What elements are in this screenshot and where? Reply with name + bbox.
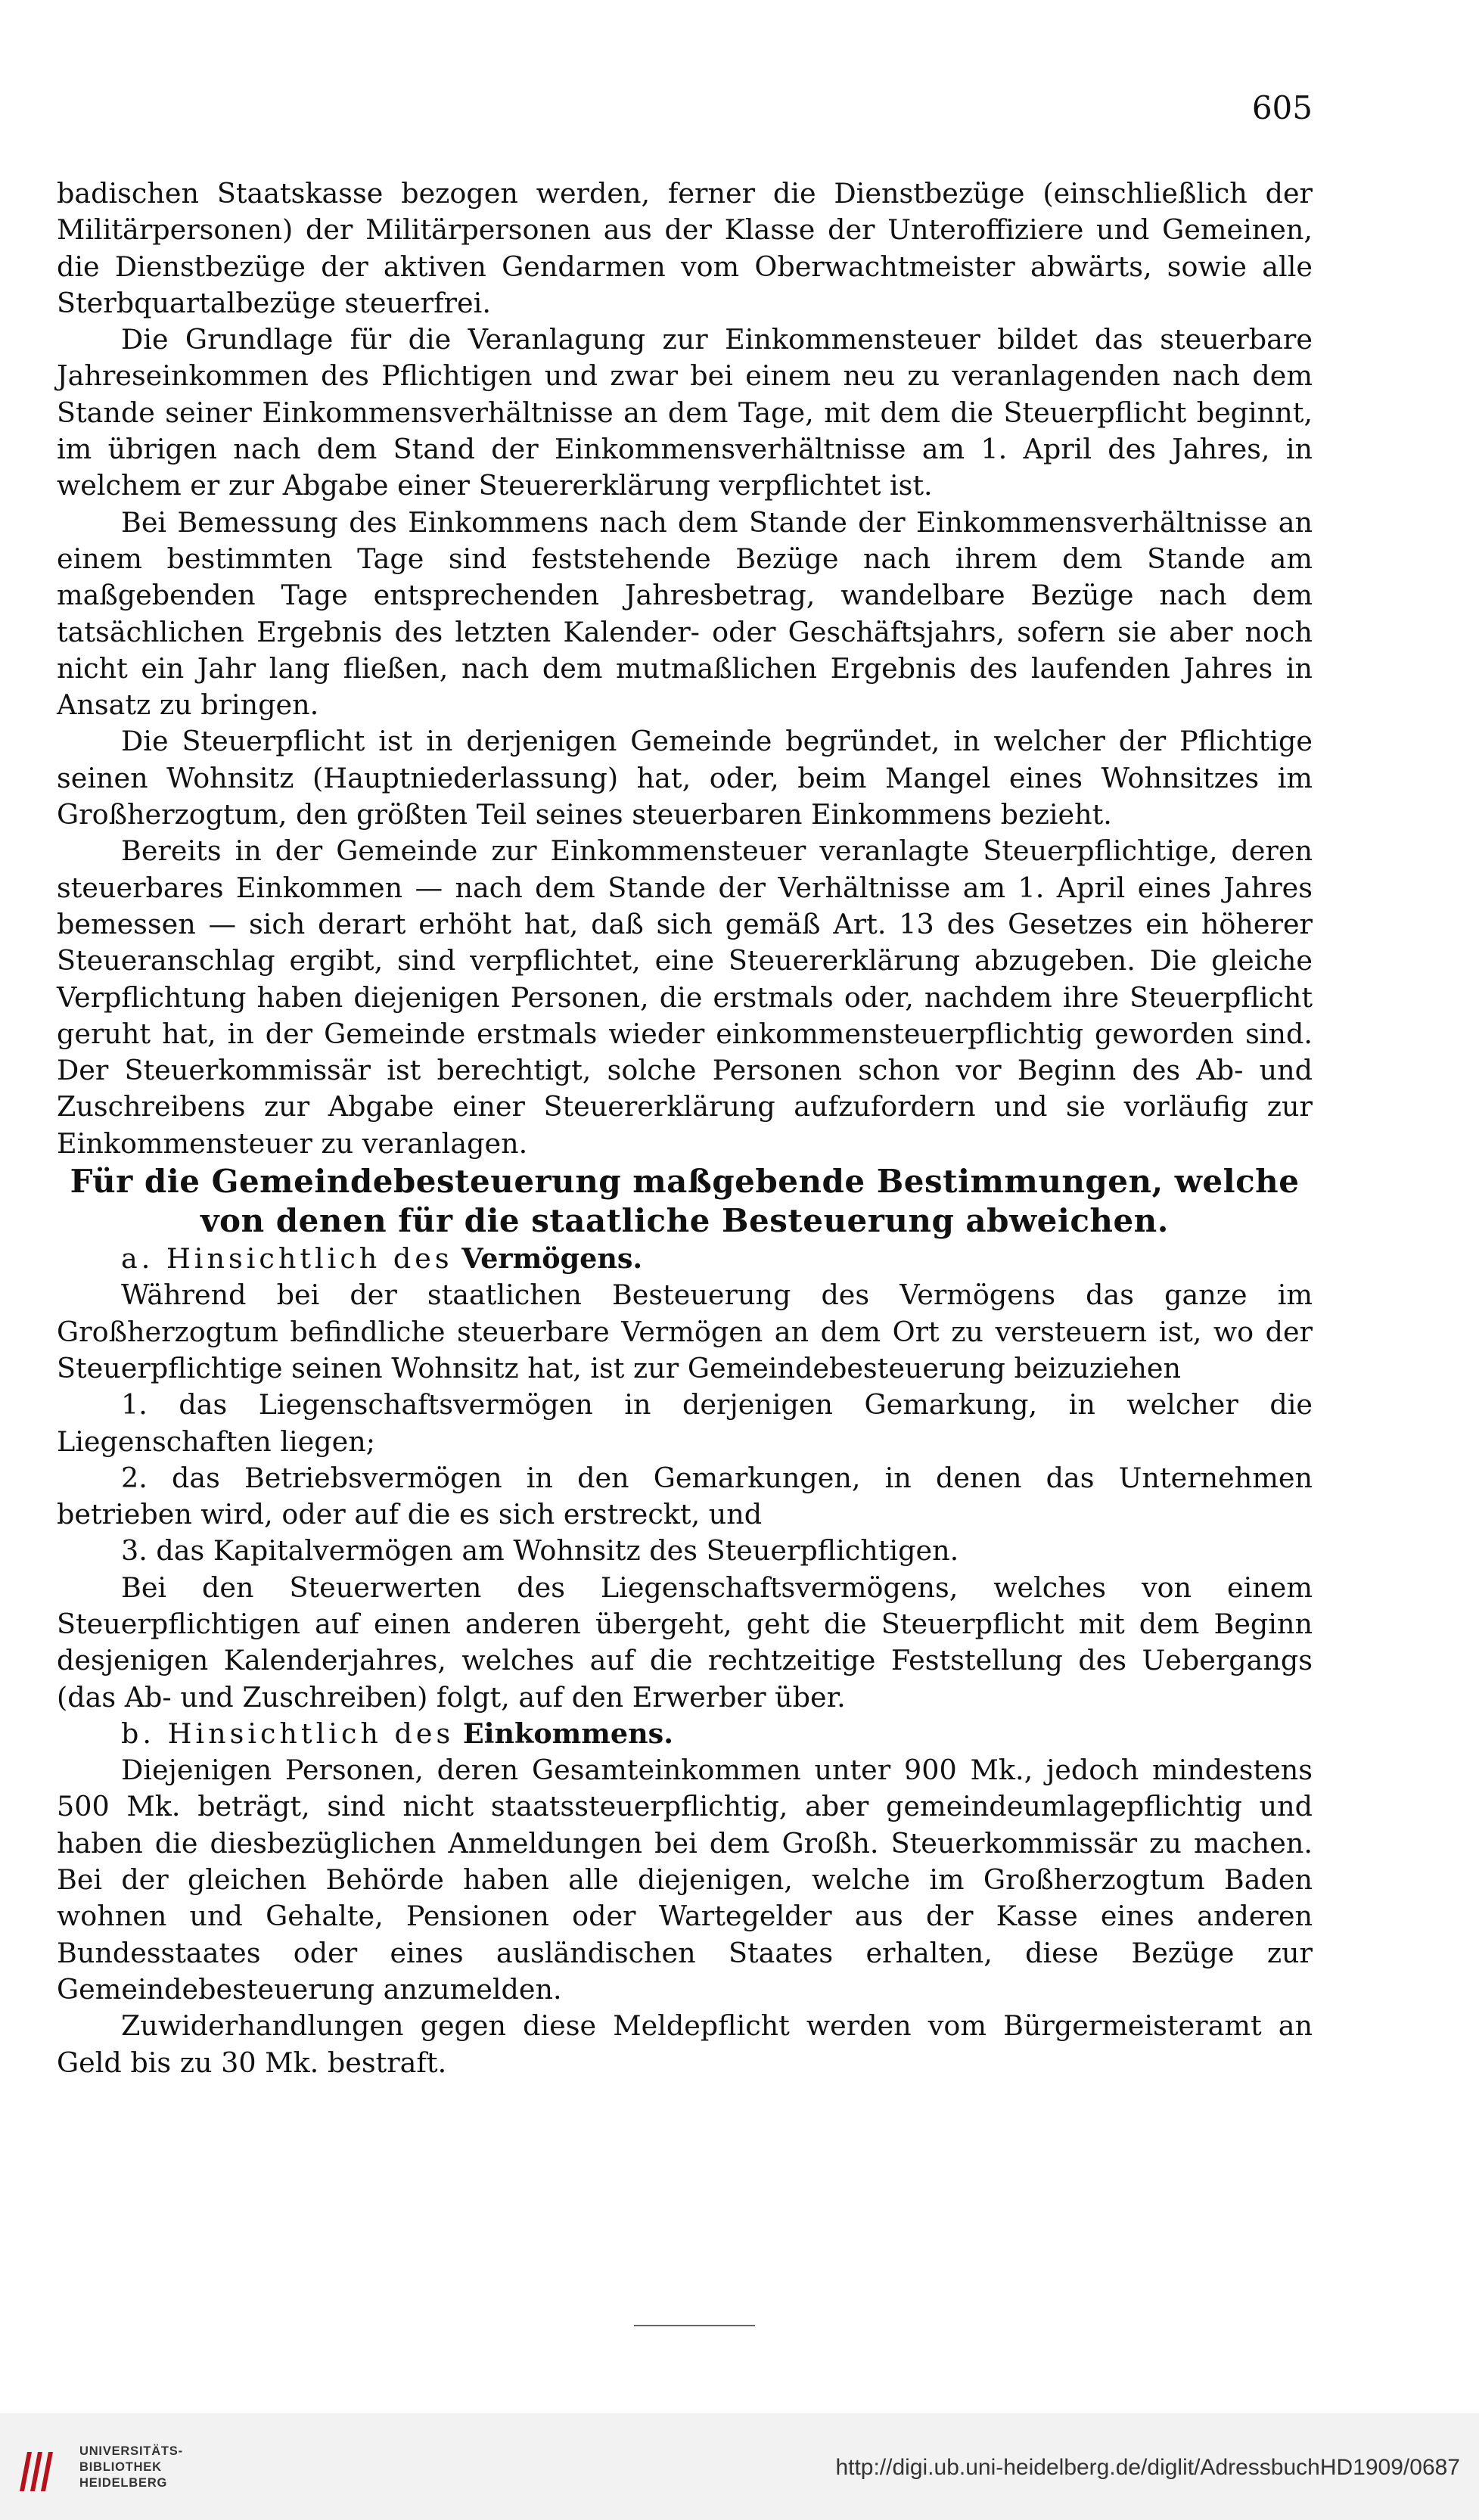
list-item: 2. das Betriebsvermögen in den Gemarkungen, in denen das Unternehmen betrieben wird, oder auf die es sich erstreckt, und	[57, 1461, 1313, 1531]
list-item: 1. das Liegenschaftsvermögen in derjenigen Gemarkung, in welcher die Liegenschaften liegen;	[57, 1388, 1313, 1458]
paragraph-einkommen: Diejenigen Personen, deren Gesamteinkommen unter 900 Mk., jedoch mindestens 500 Mk. beträgt, sind nicht staatssteuerpflichtig, aber gemeindeumlagepflichtig und haben die diesbezüglichen Anmeldungen bei dem Großh. Steuerkommissär zu machen. Bei der gleichen Behörde haben alle diejenigen, welche im Großherzogtum Baden wohnen und Gehalte, Pensionen oder Wartegelder aus der Kasse eines anderen Bundesstaates oder eines ausländischen Staates erhalten, diese Bezüge zur Gemeindebesteuerung anzumelden.	[57, 1754, 1313, 2006]
page-number: 605	[1251, 89, 1313, 126]
paragraph-steuerpflicht: Die Steuerpflicht ist in derjenigen Gemeinde begründet, in welcher der Pflichtige seinen Wohnsitz (Hauptniederlassung) hat, oder, beim Mangel eines Wohnsitzes im Großherzogtum, den größten Teil seines steuerbaren Einkommens bezieht.	[57, 725, 1313, 831]
paragraph-vermoegen-intro: Während bei der staatlichen Besteuerung des Vermögens das ganze im Großherzogtum befindliche steuerbare Vermögen an dem Ort zu versteuern ist, wo der Steuerpflichtige seinen Wohnsitz hat, ist zur Gemeindebesteuerung beizuziehen	[57, 1279, 1313, 1384]
list-item: 3. das Kapitalvermögen am Wohnsitz des Steuerpflichtigen.	[121, 1534, 959, 1568]
end-divider	[634, 2325, 755, 2326]
subheading-b-title: Einkommens.	[462, 1717, 673, 1750]
logo-line: BIBLIOTHEK	[79, 2460, 162, 2474]
source-url-link[interactable]: http://digi.ub.uni-heidelberg.de/diglit/AdressbuchHD1909/0687	[835, 2455, 1460, 2480]
paragraph-continuation: badischen Staatskasse bezogen werden, ferner die Dienstbezüge (einschließlich der Militärpersonen) der Militärpersonen aus der Klasse der Unteroffiziere und Gemeinen, die Dienstbezüge der aktiven Gendarmen vom Oberwachtmeister abwärts, sowie alle Sterbquartalbezüge steuerfrei.	[57, 177, 1313, 319]
library-logo-text	[79, 2444, 183, 2491]
section-heading: Für die Gemeindebesteuerung maßgebende Bestimmungen, welche von denen für die staatliche Besteuerung abweichen.	[70, 1163, 1300, 1240]
paragraph-liegenschaft: Bei den Steuerwerten des Liegenschaftsvermögens, welches von einem Steuerpflichtigen auf einen anderen übergeht, geht die Steuerpflicht mit dem Beginn desjenigen Kalenderjahres, welches auf die rechtzeitige Feststellung des Uebergangs (das Ab- und Zuschreiben) folgt, auf den Erwerber über.	[57, 1571, 1313, 1714]
subheading-b	[57, 1716, 1313, 1752]
logo-line: UNIVERSITÄTS-	[79, 2444, 183, 2458]
paragraph-zuwiderhandlungen: Zuwiderhandlungen gegen diese Meldepflicht werden vom Bürgermeisteramt an Geld bis zu 30 Mk. bestraft.	[57, 2009, 1313, 2079]
footer-bar	[0, 2413, 1479, 2520]
library-logo-icon	[15, 2447, 59, 2494]
logo-line: HEIDELBERG	[79, 2476, 168, 2490]
paragraph-grundlage: Die Grundlage für die Veranlagung zur Einkommensteuer bildet das steuerbare Jahreseinkommen des Pflichtigen und zwar bei einem neu zu veranlagenden nach dem Stande seiner Einkommensverhältnisse an dem Tage, mit dem die Steuerpflicht beginnt, im übrigen nach dem Stand der Einkommensverhältnisse am 1. April des Jahres, in welchem er zur Abgabe einer Steuererklärung verpflichtet ist.	[57, 323, 1313, 502]
paragraph-bemessung: Bei Bemessung des Einkommens nach dem Stande der Einkommensverhältnisse an einem bestimmten Tage sind feststehende Bezüge nach ihrem dem Stande am maßgebenden Tage entsprechenden Jahresbetrag, wandelbare Bezüge nach dem tatsächlichen Ergebnis des letzten Kalender- oder Geschäftsjahrs, sofern sie aber noch nicht ein Jahr lang fließen, nach dem mutmaßlichen Ergebnis des laufenden Jahres in Ansatz zu bringen.	[57, 505, 1313, 722]
subheading-a-prefix: a. Hinsichtlich des	[121, 1242, 453, 1276]
subheading-a	[57, 1241, 1313, 1277]
subheading-b-prefix: b. Hinsichtlich des	[121, 1717, 455, 1750]
subheading-a-title: Vermögens.	[461, 1242, 643, 1276]
paragraph-bereits: Bereits in der Gemeinde zur Einkommensteuer veranlagte Steuerpflichtige, deren steuerbares Einkommen — nach dem Stande der Verhältnisse am 1. April eines Jahres bemessen — sich derart erhöht hat, daß sich gemäß Art. 13 des Gesetzes ein höherer Steueranschlag ergibt, sind verpflichtet, eine Steuererklärung abzugeben. Die gleiche Verpflichtung haben diejenigen Personen, die erstmals oder, nachdem ihre Steuerpflicht geruht hat, in der Gemeinde erstmals wieder einkommensteuerpflichtig geworden sind. Der Steuerkommissär ist berechtigt, solche Personen schon vor Beginn des Ab- und Zuschreibens zur Abgabe einer Steuererklärung aufzufordern und sie vorläufig zur Einkommensteuer zu veranlagen.	[57, 834, 1313, 1160]
page-body	[57, 176, 1313, 2081]
